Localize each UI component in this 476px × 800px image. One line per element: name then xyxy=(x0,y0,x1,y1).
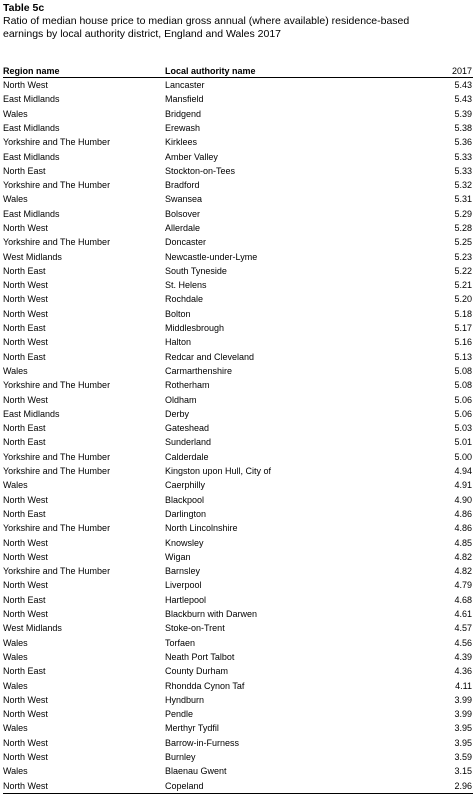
cell-region: Yorkshire and The Humber xyxy=(3,380,111,391)
cell-region: Wales xyxy=(3,108,28,119)
table-row xyxy=(3,307,473,321)
cell-region: Wales xyxy=(3,194,28,205)
table-row xyxy=(3,78,473,92)
cell-authority: Allerdale xyxy=(165,223,201,233)
cell-ratio-value: 5.28 xyxy=(454,223,472,233)
cell-ratio-value: 5.20 xyxy=(454,294,472,305)
cell-ratio-value: 3.59 xyxy=(454,751,472,762)
cell-ratio-value: 4.39 xyxy=(454,651,472,662)
cell-ratio-value: 5.01 xyxy=(454,437,472,448)
cell-ratio-value: 5.06 xyxy=(454,408,472,419)
table-row xyxy=(3,678,473,692)
table-row xyxy=(3,421,473,435)
cell-authority: Carmarthenshire xyxy=(165,365,233,376)
table-row xyxy=(3,593,473,607)
cell-region: Wales xyxy=(3,766,28,777)
table-row xyxy=(3,221,473,235)
cell-ratio-value: 4.82 xyxy=(454,566,472,577)
cell-authority: Neath Port Talbot xyxy=(165,651,235,662)
cell-region: North East xyxy=(3,666,46,677)
cell-ratio-value: 5.31 xyxy=(454,194,472,205)
table-row xyxy=(3,321,473,335)
cell-ratio-value: 5.33 xyxy=(454,165,472,176)
table-title-line-1: Ratio of median house price to median gross annual (where available) residence-based xyxy=(3,15,410,27)
title-spacer xyxy=(3,41,473,65)
cell-ratio-value: 5.06 xyxy=(454,394,472,405)
cell-authority: Swansea xyxy=(165,194,203,205)
cell-region: Yorkshire and The Humber xyxy=(3,137,111,148)
cell-region: North East xyxy=(3,508,46,519)
table-row xyxy=(3,564,473,578)
cell-ratio-value: 5.08 xyxy=(454,365,472,376)
cell-ratio-value: 5.33 xyxy=(454,151,472,162)
table-row xyxy=(3,235,473,249)
cell-region: East Midlands xyxy=(3,122,60,133)
cell-ratio-value: 4.91 xyxy=(454,480,472,491)
cell-authority: Copeland xyxy=(165,780,204,791)
table-row xyxy=(3,650,473,664)
cell-region: North West xyxy=(3,709,48,720)
cell-authority: Liverpool xyxy=(165,580,202,591)
cell-authority: Merthyr Tydfil xyxy=(165,723,219,734)
table-row xyxy=(3,478,473,492)
cell-region: Yorkshire and The Humber xyxy=(3,566,111,577)
cell-region: Wales xyxy=(3,480,28,491)
cell-ratio-value: 5.23 xyxy=(454,251,472,262)
cell-authority: South Tyneside xyxy=(165,265,227,276)
cell-ratio-value: 5.39 xyxy=(454,108,472,119)
cell-ratio-value: 5.03 xyxy=(454,423,472,434)
cell-region: North East xyxy=(3,323,46,334)
cell-ratio-value: 5.00 xyxy=(454,451,472,462)
cell-region: North West xyxy=(3,294,48,305)
cell-ratio-value: 5.38 xyxy=(454,122,472,133)
cell-ratio-value: 4.85 xyxy=(454,537,472,548)
cell-authority: Wigan xyxy=(165,551,191,562)
cell-ratio-value: 5.08 xyxy=(454,380,472,391)
cell-authority: Oldham xyxy=(165,394,197,405)
table-row xyxy=(3,664,473,678)
cell-authority: Bolsover xyxy=(165,208,201,219)
table-row xyxy=(3,278,473,292)
cell-authority: Mansfield xyxy=(165,94,204,105)
cell-ratio-value: 5.13 xyxy=(454,351,472,362)
table-row xyxy=(3,778,473,792)
table-row xyxy=(3,621,473,635)
cell-authority: Bradford xyxy=(165,180,200,191)
cell-region: Yorkshire and The Humber xyxy=(3,237,111,248)
cell-region: North East xyxy=(3,594,46,605)
table-row xyxy=(3,764,473,778)
cell-ratio-value: 4.82 xyxy=(454,551,472,562)
table-row xyxy=(3,392,473,406)
table-row xyxy=(3,693,473,707)
cell-region: North West xyxy=(3,580,48,591)
cell-region: North West xyxy=(3,737,48,748)
cell-authority: Middlesbrough xyxy=(165,323,225,334)
cell-region: Wales xyxy=(3,651,28,662)
cell-region: North West xyxy=(3,751,48,762)
cell-ratio-value: 4.57 xyxy=(454,623,472,634)
table-row xyxy=(3,135,473,149)
cell-authority: Gateshead xyxy=(165,423,210,434)
table-row xyxy=(3,335,473,349)
table-row xyxy=(3,635,473,649)
cell-region: North West xyxy=(3,609,48,620)
cell-ratio-value: 3.95 xyxy=(454,737,472,748)
table-label: Table 5c xyxy=(3,2,45,14)
cell-region: North West xyxy=(3,308,48,319)
cell-region: North West xyxy=(3,280,48,291)
table-row xyxy=(3,378,473,392)
table-row xyxy=(3,264,473,278)
table-title-line-2: earnings by local authority district, England and Wales 2017 xyxy=(3,28,282,40)
cell-region: Wales xyxy=(3,637,28,648)
cell-region: North West xyxy=(3,551,48,562)
table-row xyxy=(3,207,473,221)
cell-ratio-value: 5.18 xyxy=(454,308,472,319)
table-row xyxy=(3,106,473,120)
table-row xyxy=(3,464,473,478)
cell-authority: Blaenau Gwent xyxy=(165,766,227,777)
cell-authority: Torfaen xyxy=(165,637,196,648)
cell-authority: St. Helens xyxy=(165,280,207,291)
cell-region: Wales xyxy=(3,365,28,376)
header-authority: Local authority name xyxy=(165,65,256,76)
table-row xyxy=(3,750,473,764)
header-region: Region name xyxy=(3,65,60,76)
table-row xyxy=(3,92,473,106)
table-row xyxy=(3,721,473,735)
cell-ratio-value: 5.43 xyxy=(454,80,472,91)
table-row xyxy=(3,521,473,535)
cell-region: North West xyxy=(3,494,48,505)
table-row xyxy=(3,550,473,564)
cell-region: Yorkshire and The Humber xyxy=(3,451,111,462)
table-row xyxy=(3,121,473,135)
cell-ratio-value: 5.25 xyxy=(454,237,472,248)
cell-authority: Barrow-in-Furness xyxy=(165,737,240,748)
cell-ratio-value: 3.15 xyxy=(454,766,472,777)
cell-authority: Doncaster xyxy=(165,237,207,248)
table-row xyxy=(3,578,473,592)
cell-authority: Rochdale xyxy=(165,294,204,305)
cell-authority: Hartlepool xyxy=(165,594,207,605)
table-row xyxy=(3,493,473,507)
cell-authority: Pendle xyxy=(165,709,194,720)
cell-region: East Midlands xyxy=(3,408,60,419)
cell-region: East Midlands xyxy=(3,208,60,219)
cell-authority: Lancaster xyxy=(165,80,205,91)
cell-authority: Derby xyxy=(165,408,190,419)
cell-ratio-value: 5.43 xyxy=(454,94,472,105)
cell-authority: Redcar and Cleveland xyxy=(165,351,255,362)
cell-ratio-value: 5.29 xyxy=(454,208,472,219)
cell-ratio-value: 4.56 xyxy=(454,637,472,648)
cell-authority: Stockton-on-Tees xyxy=(165,165,236,176)
cell-ratio-value: 5.22 xyxy=(454,265,472,276)
cell-ratio-value: 4.90 xyxy=(454,494,472,505)
cell-authority: Barnsley xyxy=(165,566,201,577)
table-row xyxy=(3,736,473,750)
cell-ratio-value: 4.11 xyxy=(455,680,472,691)
cell-ratio-value: 4.36 xyxy=(454,666,472,677)
cell-region: Yorkshire and The Humber xyxy=(3,180,111,191)
cell-authority: Halton xyxy=(165,337,192,348)
table-row xyxy=(3,164,473,178)
cell-ratio-value: 4.68 xyxy=(454,594,472,605)
cell-ratio-value: 3.99 xyxy=(454,694,472,705)
cell-region: North West xyxy=(3,694,48,705)
table-bottom-rule xyxy=(3,793,473,794)
cell-region: Yorkshire and The Humber xyxy=(3,466,111,477)
cell-ratio-value: 5.16 xyxy=(454,337,472,348)
cell-region: West Midlands xyxy=(3,623,62,634)
header-year: 2017 xyxy=(451,65,472,76)
cell-authority: Erewash xyxy=(165,122,201,133)
table-row xyxy=(3,707,473,721)
cell-ratio-value: 4.86 xyxy=(454,508,472,519)
cell-region: North West xyxy=(3,780,48,791)
table-row xyxy=(3,249,473,263)
table-row xyxy=(3,407,473,421)
cell-authority: Hyndburn xyxy=(165,694,205,705)
cell-region: Yorkshire and The Humber xyxy=(3,523,111,534)
cell-region: North West xyxy=(3,537,48,548)
cell-authority: County Durham xyxy=(165,666,229,677)
cell-ratio-value: 4.86 xyxy=(454,523,472,534)
cell-authority: Sunderland xyxy=(165,437,212,448)
table-row xyxy=(3,292,473,306)
cell-authority: Rotherham xyxy=(165,380,210,391)
cell-authority: Kirklees xyxy=(165,137,198,148)
cell-region: North West xyxy=(3,80,48,91)
table-row xyxy=(3,435,473,449)
cell-region: North East xyxy=(3,265,46,276)
cell-authority: Knowsley xyxy=(165,537,204,548)
table-row xyxy=(3,149,473,163)
cell-authority: North Lincolnshire xyxy=(165,523,238,534)
cell-region: North West xyxy=(3,223,48,233)
table-row xyxy=(3,535,473,549)
cell-region: North East xyxy=(3,351,46,362)
cell-authority: Burnley xyxy=(165,751,196,762)
table-header-row xyxy=(3,65,473,78)
table-body xyxy=(3,78,473,793)
cell-region: North West xyxy=(3,337,48,348)
cell-ratio-value: 5.32 xyxy=(454,180,472,191)
cell-authority: Kingston upon Hull, City of xyxy=(165,466,272,477)
cell-authority: Calderdale xyxy=(165,451,209,462)
cell-ratio-value: 4.79 xyxy=(454,580,472,591)
table-row xyxy=(3,364,473,378)
cell-ratio-value: 4.94 xyxy=(454,466,472,477)
cell-authority: Bolton xyxy=(165,308,191,319)
cell-region: West Midlands xyxy=(3,251,62,262)
cell-authority: Blackpool xyxy=(165,494,205,505)
cell-region: Wales xyxy=(3,680,28,691)
cell-region: North East xyxy=(3,437,46,448)
table-row xyxy=(3,607,473,621)
table-row xyxy=(3,192,473,206)
cell-region: East Midlands xyxy=(3,94,60,105)
cell-ratio-value: 5.21 xyxy=(454,280,472,291)
cell-region: North East xyxy=(3,165,46,176)
table-row xyxy=(3,178,473,192)
cell-ratio-value: 5.17 xyxy=(454,323,472,334)
cell-authority: Bridgend xyxy=(165,108,202,119)
cell-ratio-value: 2.96 xyxy=(454,780,472,791)
cell-region: North East xyxy=(3,423,46,434)
cell-authority: Caerphilly xyxy=(165,480,206,491)
cell-authority: Darlington xyxy=(165,508,207,519)
cell-authority: Newcastle-under-Lyme xyxy=(165,251,258,262)
table-row xyxy=(3,350,473,364)
cell-ratio-value: 3.95 xyxy=(454,723,472,734)
table-row xyxy=(3,450,473,464)
cell-region: North West xyxy=(3,394,48,405)
cell-authority: Amber Valley xyxy=(165,151,218,162)
cell-region: Wales xyxy=(3,723,28,734)
cell-authority: Blackburn with Darwen xyxy=(165,609,258,620)
cell-ratio-value: 4.61 xyxy=(454,609,472,620)
cell-authority: Rhondda Cynon Taf xyxy=(165,680,245,691)
cell-region: East Midlands xyxy=(3,151,60,162)
cell-authority: Stoke-on-Trent xyxy=(165,623,225,634)
table-row xyxy=(3,507,473,521)
cell-ratio-value: 5.36 xyxy=(454,137,472,148)
cell-ratio-value: 3.99 xyxy=(454,709,472,720)
